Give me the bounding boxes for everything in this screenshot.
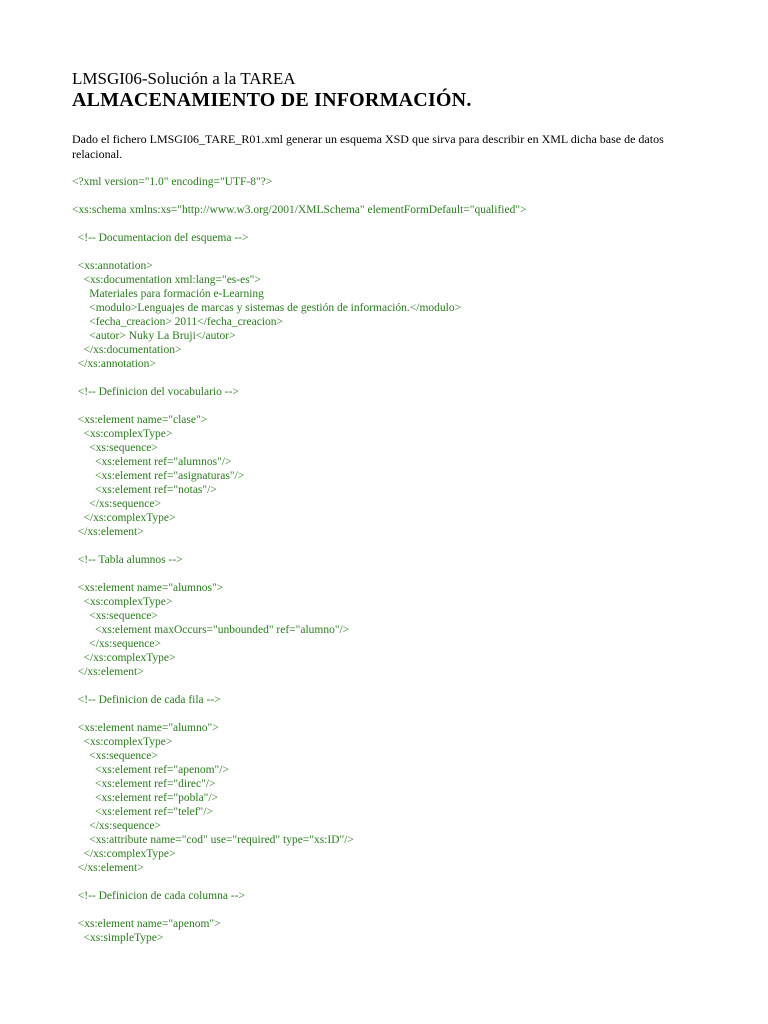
code-line: <xs:element ref="asignaturas"/>: [72, 470, 245, 482]
code-line: <?xml version="1.0" encoding="UTF-8"?>: [72, 176, 273, 188]
code-line: [72, 189, 712, 203]
code-line: <xs:complexType>: [72, 596, 173, 608]
code-line: </xs:element>: [72, 862, 144, 874]
code-line: </xs:complexType>: [72, 512, 176, 524]
code-line: <xs:element name="clase">: [72, 414, 208, 426]
code-line: <xs:attribute name="cod" use="required" type="xs:ID"/>: [72, 834, 354, 846]
code-line: <autor> Nuky La Bruji</autor>: [72, 330, 236, 342]
code-line: [72, 399, 712, 413]
code-line: <xs:element name="apenom">: [72, 918, 221, 930]
code-line: <xs:complexType>: [72, 428, 173, 440]
code-line: Materiales para formación e-Learning: [72, 288, 264, 300]
code-line: [72, 371, 712, 385]
code-line: <xs:documentation xml:lang="es-es">: [72, 274, 261, 286]
code-line: <xs:annotation>: [72, 260, 153, 272]
code-line: <!-- Tabla alumnos -->: [72, 554, 183, 566]
code-line: <xs:element ref="notas"/>: [72, 484, 217, 496]
code-line: <xs:schema xmlns:xs="http://www.w3.org/2001/XMLSchema" elementFormDefault="qualified">: [72, 204, 527, 216]
code-line: <xs:element ref="pobla"/>: [72, 792, 219, 804]
code-line: [72, 679, 712, 693]
code-line: </xs:sequence>: [72, 820, 161, 832]
code-line: </xs:documentation>: [72, 344, 182, 356]
code-line: <!-- Definicion de cada columna -->: [72, 890, 245, 902]
code-line: [72, 903, 712, 917]
code-line: <xs:sequence>: [72, 610, 158, 622]
code-line: [72, 707, 712, 721]
code-line: <xs:sequence>: [72, 442, 158, 454]
code-line: <xs:element name="alumnos">: [72, 582, 224, 594]
code-line: <modulo>Lenguajes de marcas y sistemas de gestión de información.</modulo>: [72, 302, 462, 314]
code-line: <xs:simpleType>: [72, 932, 164, 944]
code-line: [72, 217, 712, 231]
code-line: </xs:complexType>: [72, 848, 176, 860]
code-line: </xs:sequence>: [72, 638, 161, 650]
code-line: [72, 875, 712, 889]
document-title: LMSGI06-Solución a la TAREA: [72, 69, 296, 88]
code-line: </xs:complexType>: [72, 652, 176, 664]
code-line: <xs:element ref="direc"/>: [72, 778, 216, 790]
code-line: <xs:sequence>: [72, 750, 158, 762]
document-subtitle: ALMACENAMIENTO DE INFORMACIÓN.: [72, 89, 472, 111]
intro-paragraph: Dado el fichero LMSGI06_TARE_R01.xml generar un esquema XSD que sirva para describir en XML dicha base de datos relacional.: [72, 132, 664, 161]
xsd-code-block: [72, 175, 712, 945]
code-line: <xs:element maxOccurs="unbounded" ref="alumno"/>: [72, 624, 350, 636]
code-line: <xs:element ref="alumnos"/>: [72, 456, 232, 468]
code-line: [72, 539, 712, 553]
code-line: </xs:element>: [72, 526, 144, 538]
code-line: <xs:element ref="apenom"/>: [72, 764, 229, 776]
code-line: <!-- Documentacion del esquema -->: [72, 232, 249, 244]
code-line: <!-- Definicion del vocabulario -->: [72, 386, 239, 398]
code-line: <fecha_creacion> 2011</fecha_creacion>: [72, 316, 284, 328]
code-line: [72, 245, 712, 259]
code-line: [72, 567, 712, 581]
code-line: <xs:element ref="telef"/>: [72, 806, 213, 818]
code-line: </xs:annotation>: [72, 358, 156, 370]
code-line: <xs:element name="alumno">: [72, 722, 219, 734]
code-line: </xs:sequence>: [72, 498, 161, 510]
code-line: </xs:element>: [72, 666, 144, 678]
code-line: <!-- Definicion de cada fila -->: [72, 694, 221, 706]
code-line: <xs:complexType>: [72, 736, 173, 748]
